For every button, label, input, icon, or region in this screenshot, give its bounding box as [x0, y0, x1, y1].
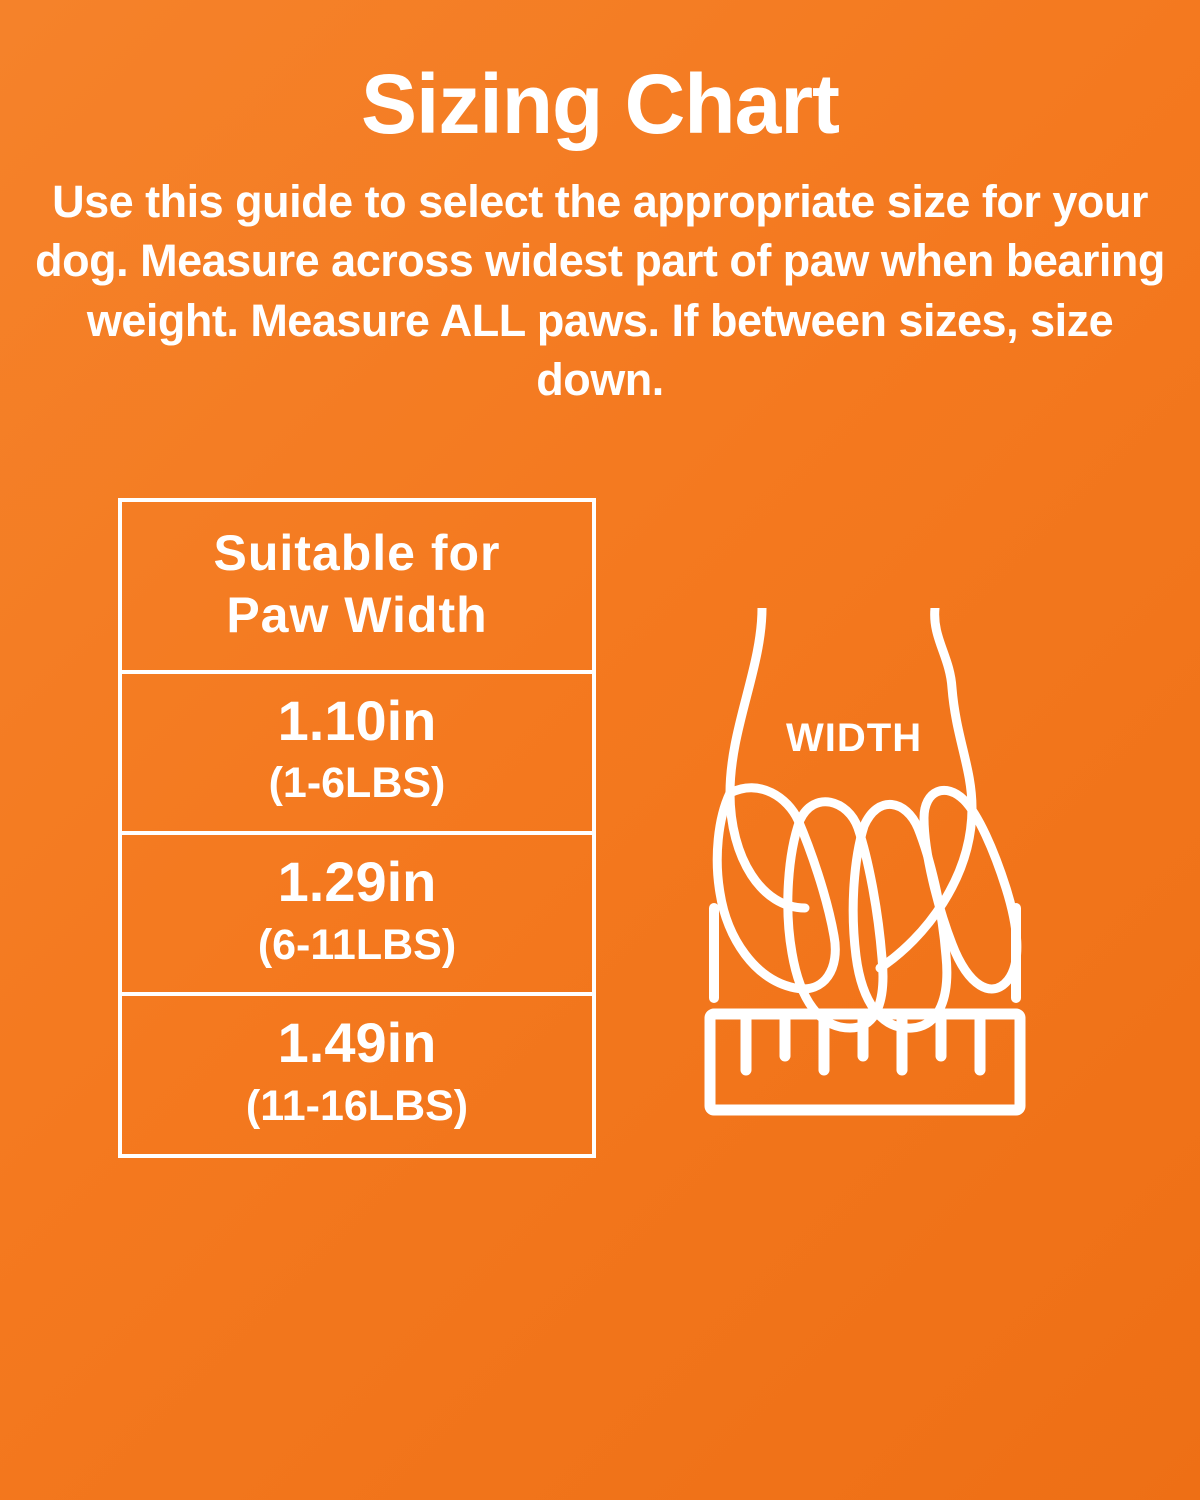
- ruler-icon: [710, 1014, 1020, 1110]
- weight-range-value: (11-16LBS): [245, 1081, 469, 1130]
- paw-width-value: 1.10in: [277, 688, 437, 752]
- dog-paw-outline-icon: [700, 608, 1030, 1148]
- weight-range-value: (6-11LBS): [257, 920, 457, 969]
- page-subtitle: Use this guide to select the appropriate size for your dog. Measure across widest part of paw when bearing weight. Measure ALL paws. If between sizes, size down.: [35, 176, 1165, 406]
- table-row: [122, 835, 592, 996]
- table-row: [122, 674, 592, 835]
- table-header-line-1: Suitable for: [213, 524, 501, 581]
- table-row: [122, 996, 592, 1153]
- width-label: WIDTH: [786, 715, 923, 760]
- paw-width-value: 1.29in: [277, 849, 437, 913]
- sizing-table: [118, 498, 596, 1158]
- page-title: Sizing Chart: [360, 57, 839, 151]
- table-header-row: [122, 502, 592, 674]
- table-header-line-2: Paw Width: [226, 586, 488, 643]
- chart-content: [0, 458, 1200, 1298]
- paw-measurement-diagram: [700, 608, 1030, 1148]
- weight-range-value: (1-6LBS): [268, 759, 446, 808]
- paw-width-value: 1.49in: [277, 1011, 437, 1075]
